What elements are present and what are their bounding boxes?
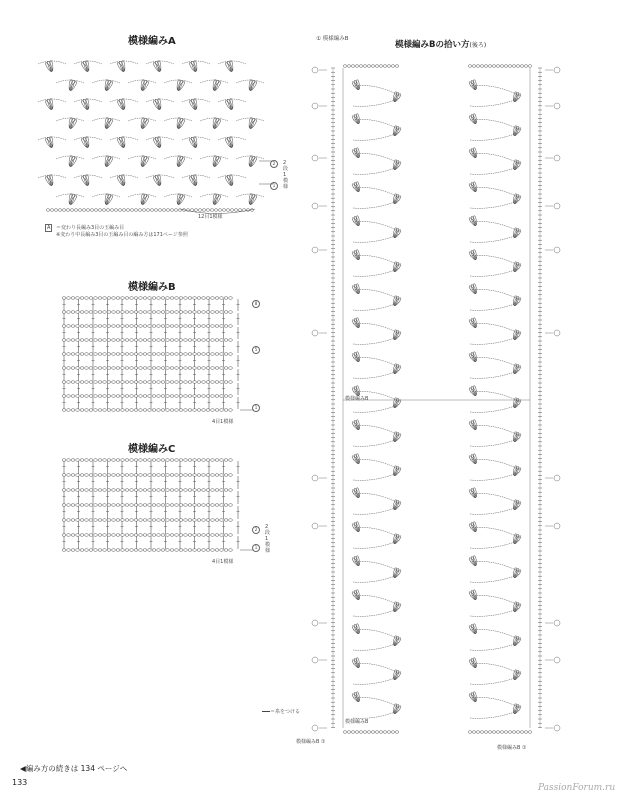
chart-b-row-5: 5 <box>252 346 260 354</box>
chart-b-row-8: 8 <box>252 300 260 308</box>
page-number: 133 <box>12 778 28 787</box>
chart-a-legend-2: ※変わり中長編み3目の玉編み目の編み方は171ページ参照 <box>56 232 188 238</box>
pick-bottom-right: 模様編みB ① <box>497 745 527 751</box>
chart-a-legend-1: ＝変わり長編み3目の玉編み目 <box>56 225 125 231</box>
pick-bottom-left: 模様編みB ① <box>296 739 326 745</box>
pick-inner-mid: 模様編みB <box>345 719 369 725</box>
chart-b-title: 模様編みB <box>128 282 176 293</box>
pick-top-label: ① 模様編みB <box>316 36 349 42</box>
watermark: PassionForum.ru <box>538 783 616 793</box>
chart-a-row-1: 1 <box>270 182 278 190</box>
pick-inner-top: 模様編みB <box>345 396 369 402</box>
pick-title: 模様編みBの拾い方(後ろ) <box>395 40 487 50</box>
chart-b-repeat-st: 4目1模様 <box>212 419 234 425</box>
continue-note: ◀編み方の続きは 134 ページへ <box>20 764 128 773</box>
chart-c-repeat-rows: 2段1模様 <box>265 524 271 554</box>
chart-b-row-1: 1 <box>252 404 260 412</box>
chart-a-row-2: 2 <box>270 160 278 168</box>
chart-a-title: 模様編みA <box>128 36 176 47</box>
chart-a-legend-mark: A <box>47 225 51 231</box>
chart-c-title: 模様編みC <box>128 444 176 455</box>
chart-c-row-2: 2 <box>252 526 260 534</box>
chart-a-repeat-rows: 2段1模様 <box>283 160 289 190</box>
chart-a-diagram <box>40 46 270 226</box>
chart-c-row-1: 1 <box>252 544 260 552</box>
chart-c-repeat-st: 4目1模様 <box>212 559 234 565</box>
pick-cut-legend: ＝糸をつける <box>262 708 300 715</box>
chart-b-diagram <box>60 294 245 414</box>
chart-c-diagram <box>60 456 245 556</box>
chart-a-repeat-st: 12目1模様 <box>198 214 223 220</box>
